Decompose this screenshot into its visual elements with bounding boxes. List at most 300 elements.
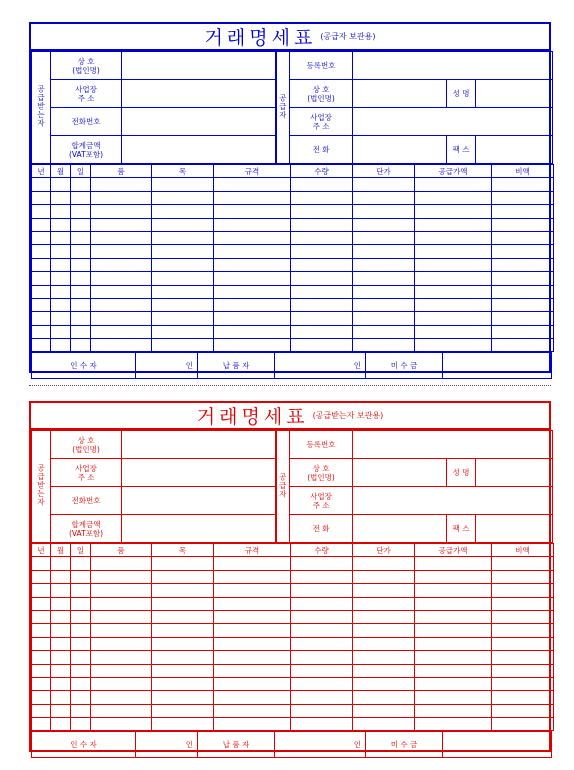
table-cell[interactable]	[51, 570, 71, 583]
table-cell[interactable]	[353, 584, 415, 597]
table-cell[interactable]	[91, 677, 152, 690]
table-cell[interactable]	[71, 651, 91, 664]
table-cell[interactable]	[214, 624, 291, 637]
table-cell[interactable]	[353, 285, 415, 298]
table-cell[interactable]	[291, 218, 353, 231]
table-cell[interactable]	[291, 570, 353, 583]
table-cell[interactable]	[492, 205, 554, 218]
rep-name-field[interactable]	[476, 80, 553, 108]
table-cell[interactable]	[492, 704, 554, 717]
table-cell[interactable]	[214, 691, 291, 704]
table-row[interactable]	[32, 205, 554, 218]
table-cell[interactable]	[214, 597, 291, 610]
table-cell[interactable]	[353, 258, 415, 271]
table-cell[interactable]	[51, 178, 71, 191]
table-cell[interactable]	[51, 298, 71, 311]
table-cell[interactable]	[32, 677, 51, 690]
table-cell[interactable]	[71, 584, 91, 597]
table-cell[interactable]	[71, 557, 91, 570]
table-cell[interactable]	[214, 312, 291, 325]
table-cell[interactable]	[415, 664, 492, 677]
table-cell[interactable]	[214, 557, 291, 570]
table-cell[interactable]	[51, 245, 71, 258]
table-cell[interactable]	[492, 584, 554, 597]
table-cell[interactable]	[415, 637, 492, 650]
table-cell[interactable]	[32, 691, 51, 704]
table-cell[interactable]	[51, 624, 71, 637]
table-row[interactable]	[32, 258, 554, 271]
table-row[interactable]	[32, 691, 554, 704]
table-cell[interactable]	[152, 664, 214, 677]
table-cell[interactable]	[152, 218, 214, 231]
table-cell[interactable]	[152, 597, 214, 610]
table-cell[interactable]	[353, 325, 415, 338]
table-cell[interactable]	[291, 557, 353, 570]
table-cell[interactable]	[492, 610, 554, 623]
table-cell[interactable]	[353, 245, 415, 258]
table-cell[interactable]	[492, 570, 554, 583]
table-cell[interactable]	[32, 597, 51, 610]
table-cell[interactable]	[291, 718, 353, 731]
table-cell[interactable]	[71, 325, 91, 338]
table-cell[interactable]	[214, 205, 291, 218]
unpaid-field[interactable]	[443, 732, 552, 758]
table-cell[interactable]	[32, 718, 51, 731]
table-cell[interactable]	[214, 677, 291, 690]
table-cell[interactable]	[91, 272, 152, 285]
table-cell[interactable]	[492, 272, 554, 285]
table-cell[interactable]	[32, 191, 51, 204]
table-cell[interactable]	[152, 298, 214, 311]
receiver-address-field[interactable]	[122, 80, 276, 108]
table-cell[interactable]	[291, 285, 353, 298]
table-cell[interactable]	[71, 677, 91, 690]
table-cell[interactable]	[152, 231, 214, 244]
table-cell[interactable]	[214, 718, 291, 731]
table-cell[interactable]	[32, 651, 51, 664]
table-cell[interactable]	[91, 651, 152, 664]
table-cell[interactable]	[32, 325, 51, 338]
table-cell[interactable]	[32, 664, 51, 677]
receiver-company-field[interactable]	[122, 431, 276, 459]
table-cell[interactable]	[291, 205, 353, 218]
receiver-company-field[interactable]	[122, 52, 276, 80]
table-row[interactable]	[32, 191, 554, 204]
table-row[interactable]	[32, 285, 554, 298]
table-cell[interactable]	[353, 664, 415, 677]
table-cell[interactable]	[291, 272, 353, 285]
table-row[interactable]	[32, 718, 554, 731]
table-cell[interactable]	[214, 178, 291, 191]
table-cell[interactable]	[71, 610, 91, 623]
table-cell[interactable]	[353, 557, 415, 570]
table-cell[interactable]	[415, 245, 492, 258]
table-cell[interactable]	[492, 258, 554, 271]
table-cell[interactable]	[71, 312, 91, 325]
table-cell[interactable]	[71, 178, 91, 191]
table-cell[interactable]	[415, 205, 492, 218]
table-cell[interactable]	[353, 637, 415, 650]
table-cell[interactable]	[492, 677, 554, 690]
table-cell[interactable]	[32, 624, 51, 637]
table-cell[interactable]	[91, 597, 152, 610]
table-cell[interactable]	[51, 258, 71, 271]
receiver-seal[interactable]: 인	[136, 732, 198, 758]
table-cell[interactable]	[152, 272, 214, 285]
table-cell[interactable]	[51, 205, 71, 218]
table-cell[interactable]	[492, 325, 554, 338]
table-cell[interactable]	[91, 191, 152, 204]
table-cell[interactable]	[291, 677, 353, 690]
table-cell[interactable]	[51, 218, 71, 231]
table-cell[interactable]	[415, 651, 492, 664]
table-row[interactable]	[32, 651, 554, 664]
table-cell[interactable]	[291, 637, 353, 650]
table-cell[interactable]	[91, 298, 152, 311]
table-cell[interactable]	[32, 637, 51, 650]
supplier-address-field[interactable]	[353, 108, 553, 136]
table-cell[interactable]	[32, 258, 51, 271]
table-cell[interactable]	[91, 205, 152, 218]
table-cell[interactable]	[51, 691, 71, 704]
table-cell[interactable]	[152, 677, 214, 690]
table-cell[interactable]	[91, 245, 152, 258]
table-cell[interactable]	[291, 691, 353, 704]
table-cell[interactable]	[291, 704, 353, 717]
table-cell[interactable]	[51, 664, 71, 677]
table-cell[interactable]	[353, 610, 415, 623]
table-cell[interactable]	[91, 704, 152, 717]
table-cell[interactable]	[415, 584, 492, 597]
table-cell[interactable]	[353, 718, 415, 731]
table-cell[interactable]	[415, 325, 492, 338]
table-row[interactable]	[32, 557, 554, 570]
table-cell[interactable]	[291, 298, 353, 311]
table-cell[interactable]	[415, 178, 492, 191]
total-amount-field[interactable]	[122, 515, 276, 543]
table-cell[interactable]	[91, 610, 152, 623]
table-cell[interactable]	[51, 191, 71, 204]
unpaid-field[interactable]	[443, 353, 552, 379]
table-cell[interactable]	[51, 325, 71, 338]
table-cell[interactable]	[353, 298, 415, 311]
table-cell[interactable]	[152, 339, 214, 352]
table-cell[interactable]	[415, 231, 492, 244]
table-cell[interactable]	[291, 312, 353, 325]
supplier-company-field[interactable]	[353, 80, 447, 108]
table-row[interactable]	[32, 298, 554, 311]
table-cell[interactable]	[91, 584, 152, 597]
table-row[interactable]	[32, 178, 554, 191]
table-cell[interactable]	[152, 637, 214, 650]
table-cell[interactable]	[51, 272, 71, 285]
table-row[interactable]	[32, 312, 554, 325]
supplier-company-field[interactable]	[353, 459, 447, 487]
table-cell[interactable]	[214, 704, 291, 717]
table-cell[interactable]	[291, 664, 353, 677]
table-cell[interactable]	[214, 285, 291, 298]
table-cell[interactable]	[71, 218, 91, 231]
table-cell[interactable]	[353, 218, 415, 231]
table-cell[interactable]	[152, 312, 214, 325]
supplier-phone-field[interactable]	[353, 136, 447, 164]
table-cell[interactable]	[51, 651, 71, 664]
table-cell[interactable]	[71, 691, 91, 704]
rep-name-field[interactable]	[476, 459, 553, 487]
supplier-phone-field[interactable]	[353, 515, 447, 543]
table-row[interactable]	[32, 584, 554, 597]
table-cell[interactable]	[415, 557, 492, 570]
table-cell[interactable]	[51, 718, 71, 731]
table-cell[interactable]	[214, 610, 291, 623]
table-cell[interactable]	[32, 557, 51, 570]
table-cell[interactable]	[71, 704, 91, 717]
table-cell[interactable]	[415, 298, 492, 311]
table-cell[interactable]	[214, 218, 291, 231]
table-cell[interactable]	[291, 191, 353, 204]
table-row[interactable]	[32, 597, 554, 610]
table-cell[interactable]	[152, 285, 214, 298]
table-cell[interactable]	[291, 231, 353, 244]
item-rows[interactable]	[32, 178, 554, 352]
table-cell[interactable]	[71, 285, 91, 298]
table-cell[interactable]	[415, 218, 492, 231]
table-cell[interactable]	[32, 339, 51, 352]
table-cell[interactable]	[291, 651, 353, 664]
table-cell[interactable]	[415, 610, 492, 623]
reg-number-field[interactable]	[353, 52, 553, 80]
table-cell[interactable]	[71, 231, 91, 244]
table-cell[interactable]	[492, 624, 554, 637]
table-row[interactable]	[32, 339, 554, 352]
table-cell[interactable]	[353, 691, 415, 704]
table-cell[interactable]	[32, 584, 51, 597]
table-row[interactable]	[32, 231, 554, 244]
table-cell[interactable]	[415, 272, 492, 285]
table-cell[interactable]	[353, 651, 415, 664]
table-cell[interactable]	[51, 597, 71, 610]
table-cell[interactable]	[214, 584, 291, 597]
table-cell[interactable]	[91, 312, 152, 325]
table-cell[interactable]	[353, 178, 415, 191]
table-cell[interactable]	[415, 691, 492, 704]
table-row[interactable]	[32, 637, 554, 650]
receiver-phone-field[interactable]	[122, 487, 276, 515]
table-cell[interactable]	[353, 191, 415, 204]
table-cell[interactable]	[291, 624, 353, 637]
item-rows[interactable]	[32, 557, 554, 731]
table-cell[interactable]	[214, 245, 291, 258]
table-cell[interactable]	[152, 258, 214, 271]
table-cell[interactable]	[492, 178, 554, 191]
table-cell[interactable]	[32, 178, 51, 191]
table-row[interactable]	[32, 325, 554, 338]
table-cell[interactable]	[492, 718, 554, 731]
table-cell[interactable]	[353, 231, 415, 244]
table-cell[interactable]	[214, 664, 291, 677]
table-cell[interactable]	[71, 191, 91, 204]
table-cell[interactable]	[415, 677, 492, 690]
table-cell[interactable]	[291, 325, 353, 338]
total-amount-field[interactable]	[122, 136, 276, 164]
table-row[interactable]	[32, 704, 554, 717]
table-cell[interactable]	[71, 637, 91, 650]
table-cell[interactable]	[353, 339, 415, 352]
table-cell[interactable]	[214, 231, 291, 244]
table-cell[interactable]	[353, 570, 415, 583]
table-cell[interactable]	[51, 312, 71, 325]
table-cell[interactable]	[415, 191, 492, 204]
table-cell[interactable]	[32, 245, 51, 258]
table-cell[interactable]	[152, 718, 214, 731]
table-cell[interactable]	[91, 570, 152, 583]
table-cell[interactable]	[415, 312, 492, 325]
table-cell[interactable]	[32, 610, 51, 623]
table-cell[interactable]	[91, 285, 152, 298]
table-cell[interactable]	[415, 339, 492, 352]
table-cell[interactable]	[492, 651, 554, 664]
table-cell[interactable]	[91, 325, 152, 338]
table-cell[interactable]	[152, 178, 214, 191]
table-cell[interactable]	[415, 570, 492, 583]
table-cell[interactable]	[71, 664, 91, 677]
table-cell[interactable]	[51, 704, 71, 717]
table-cell[interactable]	[51, 285, 71, 298]
fax-field[interactable]	[476, 136, 553, 164]
table-cell[interactable]	[415, 704, 492, 717]
table-cell[interactable]	[492, 637, 554, 650]
table-cell[interactable]	[291, 610, 353, 623]
table-cell[interactable]	[51, 637, 71, 650]
table-cell[interactable]	[152, 205, 214, 218]
receiver-phone-field[interactable]	[122, 108, 276, 136]
table-cell[interactable]	[214, 272, 291, 285]
table-cell[interactable]	[32, 570, 51, 583]
table-cell[interactable]	[152, 245, 214, 258]
table-cell[interactable]	[492, 339, 554, 352]
table-cell[interactable]	[353, 205, 415, 218]
table-cell[interactable]	[152, 691, 214, 704]
table-cell[interactable]	[32, 231, 51, 244]
table-cell[interactable]	[91, 557, 152, 570]
table-cell[interactable]	[32, 312, 51, 325]
table-cell[interactable]	[91, 178, 152, 191]
table-cell[interactable]	[492, 245, 554, 258]
table-row[interactable]	[32, 272, 554, 285]
table-cell[interactable]	[415, 258, 492, 271]
table-cell[interactable]	[492, 191, 554, 204]
table-cell[interactable]	[91, 637, 152, 650]
table-cell[interactable]	[492, 557, 554, 570]
table-cell[interactable]	[214, 191, 291, 204]
table-cell[interactable]	[492, 285, 554, 298]
table-cell[interactable]	[91, 258, 152, 271]
table-cell[interactable]	[291, 339, 353, 352]
table-cell[interactable]	[71, 298, 91, 311]
table-cell[interactable]	[492, 312, 554, 325]
table-cell[interactable]	[291, 258, 353, 271]
table-cell[interactable]	[91, 218, 152, 231]
table-cell[interactable]	[214, 258, 291, 271]
table-cell[interactable]	[415, 597, 492, 610]
table-cell[interactable]	[91, 624, 152, 637]
receiver-seal[interactable]: 인	[136, 353, 198, 379]
table-cell[interactable]	[71, 272, 91, 285]
supplier-address-field[interactable]	[353, 487, 553, 515]
table-cell[interactable]	[214, 298, 291, 311]
receiver-address-field[interactable]	[122, 459, 276, 487]
table-cell[interactable]	[91, 718, 152, 731]
table-cell[interactable]	[353, 312, 415, 325]
table-row[interactable]	[32, 677, 554, 690]
table-cell[interactable]	[32, 298, 51, 311]
table-cell[interactable]	[51, 557, 71, 570]
table-cell[interactable]	[353, 677, 415, 690]
table-cell[interactable]	[71, 570, 91, 583]
table-cell[interactable]	[71, 718, 91, 731]
table-cell[interactable]	[71, 205, 91, 218]
table-cell[interactable]	[51, 610, 71, 623]
table-cell[interactable]	[214, 570, 291, 583]
table-cell[interactable]	[492, 298, 554, 311]
table-cell[interactable]	[51, 339, 71, 352]
table-cell[interactable]	[152, 610, 214, 623]
table-cell[interactable]	[353, 272, 415, 285]
table-cell[interactable]	[152, 570, 214, 583]
table-cell[interactable]	[214, 637, 291, 650]
table-cell[interactable]	[353, 704, 415, 717]
table-cell[interactable]	[492, 664, 554, 677]
table-cell[interactable]	[152, 557, 214, 570]
table-cell[interactable]	[492, 231, 554, 244]
table-cell[interactable]	[415, 285, 492, 298]
table-row[interactable]	[32, 570, 554, 583]
deliverer-seal[interactable]: 인	[275, 732, 366, 758]
table-cell[interactable]	[51, 677, 71, 690]
table-cell[interactable]	[32, 205, 51, 218]
table-cell[interactable]	[91, 664, 152, 677]
table-cell[interactable]	[291, 245, 353, 258]
table-row[interactable]	[32, 245, 554, 258]
table-row[interactable]	[32, 664, 554, 677]
table-cell[interactable]	[152, 584, 214, 597]
table-cell[interactable]	[415, 624, 492, 637]
table-cell[interactable]	[32, 704, 51, 717]
table-cell[interactable]	[152, 704, 214, 717]
table-cell[interactable]	[214, 325, 291, 338]
table-cell[interactable]	[71, 339, 91, 352]
reg-number-field[interactable]	[353, 431, 553, 459]
table-cell[interactable]	[492, 218, 554, 231]
table-cell[interactable]	[32, 218, 51, 231]
table-cell[interactable]	[152, 651, 214, 664]
deliverer-seal[interactable]: 인	[275, 353, 366, 379]
table-cell[interactable]	[214, 651, 291, 664]
table-cell[interactable]	[291, 584, 353, 597]
table-cell[interactable]	[415, 718, 492, 731]
table-cell[interactable]	[91, 691, 152, 704]
table-cell[interactable]	[51, 584, 71, 597]
table-cell[interactable]	[91, 231, 152, 244]
table-cell[interactable]	[32, 285, 51, 298]
table-cell[interactable]	[91, 339, 152, 352]
table-cell[interactable]	[214, 339, 291, 352]
table-cell[interactable]	[492, 597, 554, 610]
table-cell[interactable]	[492, 691, 554, 704]
table-row[interactable]	[32, 624, 554, 637]
table-cell[interactable]	[71, 624, 91, 637]
table-cell[interactable]	[152, 624, 214, 637]
